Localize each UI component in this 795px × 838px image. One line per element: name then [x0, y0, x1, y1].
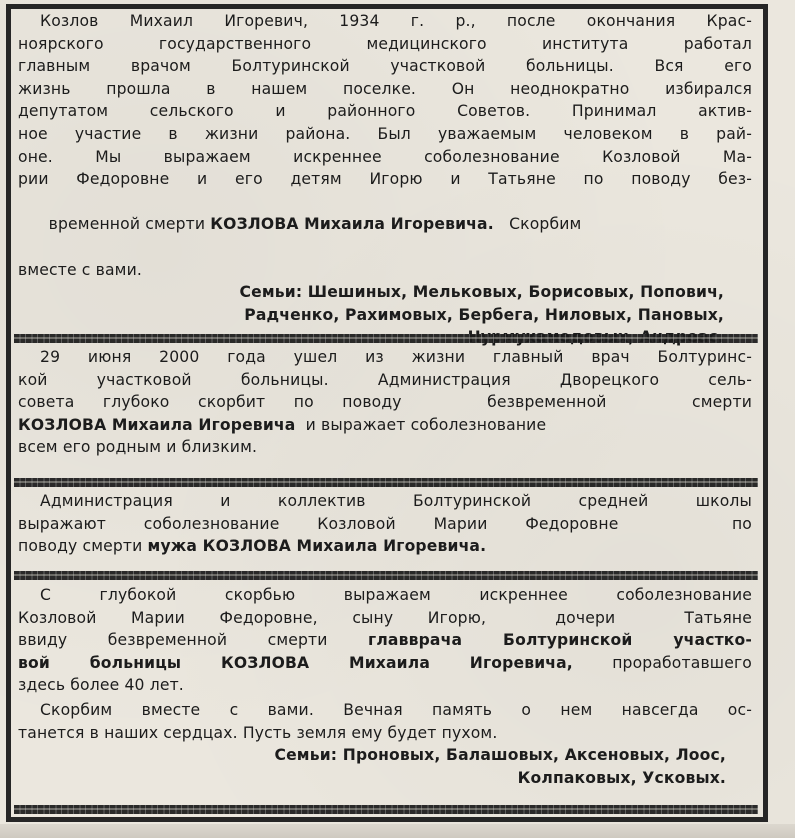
notice-line — [18, 191, 752, 259]
notice-line: рии Федоровне и его детям Игорю и Татьяне по поводу без- — [18, 170, 752, 189]
obituary-notice-4 — [18, 584, 752, 789]
notice-text-bold: главврача Болтуринской участко- — [368, 631, 752, 650]
notice-line — [18, 414, 752, 437]
deceased-name: вой больницы КОЗЛОВА Михаила Игоревича, — [18, 653, 573, 672]
obituary-notice-3 — [18, 490, 752, 558]
notice-text: Скорбим — [493, 215, 582, 234]
signature-line: Колпаковых, Усковых. — [517, 768, 726, 787]
notice-line: жизнь прошла в нашем поселке. Он неоднократно избирался — [18, 79, 752, 98]
notice-line: оне. Мы выражаем искреннее соболезнование Козловой Ма- — [18, 147, 752, 166]
notice-line: С глубокой скорбью выражаем искреннее соболезнование — [40, 586, 752, 604]
notice-line — [18, 629, 752, 652]
notice-line — [18, 652, 752, 675]
notice-text: проработавшего — [572, 653, 752, 672]
notice-line: 29 июня 2000 года ушел из жизни главный врач Болтуринс- — [40, 348, 752, 366]
notice-line: вместе с вами. — [18, 260, 142, 279]
notice-line: танется в наших сердцах. Пусть земля ему будет пухом. — [18, 723, 498, 742]
separator-rule — [14, 334, 758, 343]
separator-rule — [14, 571, 758, 580]
notice-line: депутатом сельского и районного Советов. Принимал актив- — [18, 102, 752, 121]
notice-line: здесь более 40 лет. — [18, 676, 184, 695]
page-edge — [0, 824, 795, 838]
notice-line: выражают соболезнование Козловой Марии Федоровне по — [18, 514, 752, 533]
deceased-name: КОЗЛОВА Михаила Игоревича. — [210, 215, 494, 234]
signature-line: Семьи: Шешиных, Мельковых, Борисовых, Попович, — [239, 283, 724, 302]
notice-line: Козлов Михаил Игоревич, 1934 г. р., после окончания Крас- — [40, 12, 752, 30]
notice-text: ввиду безвременной смерти — [18, 631, 369, 650]
notice-text: временной смерти — [48, 215, 211, 234]
notice-text: поводу смерти — [18, 537, 148, 556]
notice-line — [18, 535, 752, 558]
notice-line: главным врачом Болтуринской участковой больницы. Вся его — [18, 57, 752, 76]
notice-text: и выражает соболезнование — [295, 415, 547, 434]
deceased-name: мужа КОЗЛОВА Михаила Игоревича. — [147, 537, 487, 556]
obituary-notice-1 — [18, 10, 752, 349]
separator-rule — [14, 478, 758, 487]
signature-line: Семьи: Проновых, Балашовых, Аксеновых, Лоос, — [274, 746, 726, 765]
signature-line: Радченко, Рахимовых, Бербега, Ниловых, Пановых, — [244, 305, 724, 324]
notice-line: совета глубоко скорбит по поводу безвременной смерти — [18, 393, 752, 412]
notice-line: Скорбим вместе с вами. Вечная память о нем навсегда ос- — [40, 700, 752, 719]
notice-line: всем его родным и близким. — [18, 438, 258, 457]
notice-line: ноярского государственного медицинского института работал — [18, 34, 752, 53]
notice-line: кой участковой больницы. Администрация Дворецкого сель- — [18, 370, 752, 389]
separator-rule — [14, 805, 758, 814]
notice-line: Администрация и коллектив Болтуринской средней школы — [40, 492, 752, 510]
obituary-notice-2 — [18, 346, 752, 459]
notice-line: Козловой Марии Федоровне, сыну Игорю, дочери Татьяне — [18, 608, 752, 627]
notice-line: ное участие в жизни района. Был уважаемым человеком в рай- — [18, 124, 752, 143]
deceased-name: КОЗЛОВА Михаила Игоревича — [18, 415, 296, 434]
